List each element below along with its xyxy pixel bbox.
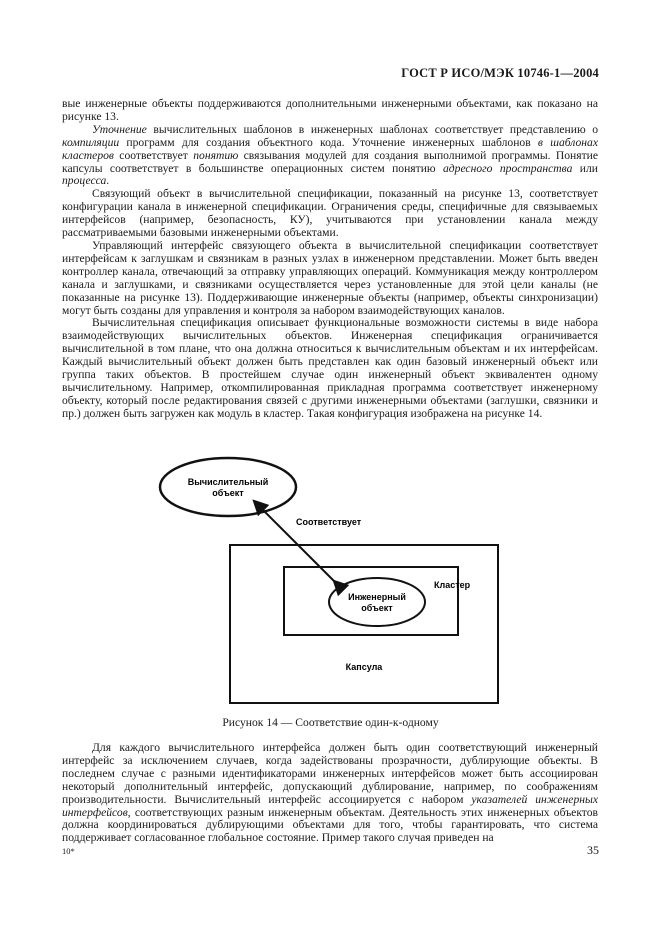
body-text-top xyxy=(62,98,598,421)
capsule-label: Капсула xyxy=(345,662,383,672)
eng-object-label-2: объект xyxy=(361,603,393,613)
engineering-object-ellipse xyxy=(329,578,425,626)
paragraph-1: вые инженерные объекты поддерживаются дополнительными инженерными объектами, как показано на рисунке 13. xyxy=(62,97,598,123)
figure-caption: Рисунок 14 — Соответствие один-к-одному xyxy=(222,716,439,729)
body-text-bottom xyxy=(62,742,598,845)
eng-object-label-1: Инженерный xyxy=(348,592,406,602)
page-number: 35 xyxy=(587,843,599,857)
comp-object-label-1: Вычислительный xyxy=(187,477,269,487)
paragraph-5: Вычислительная спецификация описывает функциональные возможности системы в виде набора взаимодействующих вычислительных объектов. Инженерная спецификация ограничивается вычислительной в том плане, что она должна относиться к вычислительным объектам и их интерфейсам. Каждый вычислительный объект должен быть представлен как один базовый инженерный объект или группа таких объектов. В простейшем случае один инженерный объект эквивалентен одному вычислительному. Например, откомпилированная прикладная программа соответствует инженерному объекту, который после редактирования связей с другими инженерными объектами (заглушки, связники и пр.) должен быть загружен как модуль в кластер. Такая конфигурация изображена на рисунке 14. xyxy=(62,316,598,420)
cluster-label: Кластер xyxy=(434,580,471,590)
figure-14 xyxy=(150,455,540,715)
paragraph-4: Управляющий интерфейс связующего объекта в вычислительной спецификации соответствует интерфейсам к заглушкам и связникам в разных узлах в инженерном представлении. Может быть введен контроллер канала, отвечающий за отправку управляющих операций. Коммуникация между контроллером канала и заглушками, и связниками осуществляется через установленные для этой цели каналы (не показанные на рисунке 13). Поддерживающие инженерные объекты (например, объекты синхронизации) могут быть созданы для управления и контроля за набором взаимодействующих каналов. xyxy=(62,238,598,317)
paragraph-6: Для каждого вычислительного интерфейса должен быть один соответствующий инженерный интерфейс за исключением случаев, когда задействованы прозрачности, дублирующие объекты. В последнем случае с разными идентификаторами инженерных интерфейсов может быть ассоциирован некоторый дополнительный интерфейс, допускающий дублирование, например, по соображениям производительности. Вычислительный интерфейс ассоциируется с набором указателей инженерных интерфейсов, соответствующих разным инженерным объектам. Деятельность этих инженерных объектов должна координироваться дублирующими объектами для того, чтобы гарантировать, что система поддерживает согласованное глобальное состояние. Пример такого случая приведен на xyxy=(62,741,598,845)
paragraph-2: Уточнение вычислительных шаблонов в инженерных шаблонах соответствует представлению о компиляции программ для создания объектного кода. Уточнение инженерных шаблонов в шаблонах кластеров соответствует понятию связывания модулей для создания выполнимой программы. Понятие капсулы соответствует в большинстве операционных систем понятию адресного пространства или процесса. xyxy=(62,122,599,188)
footer-signature: 10* xyxy=(62,846,75,856)
comp-object-label-2: объект xyxy=(212,488,244,498)
document-header: ГОСТ Р ИСО/МЭК 10746-1—2004 xyxy=(401,66,599,80)
figure-diagram xyxy=(150,455,540,715)
computational-object-ellipse xyxy=(160,458,296,516)
corresponds-label: Соответствует xyxy=(296,517,362,527)
paragraph-3: Связующий объект в вычислительной спецификации, показанный на рисунке 13, соответствует конфигурации канала в инженерной спецификации. Ограничения среды, специфичные для связываемых интерфейсов (например, безопасность, КУ), учитываются при установлении канала между рассматриваемыми базовыми инженерными объектами. xyxy=(62,187,598,240)
